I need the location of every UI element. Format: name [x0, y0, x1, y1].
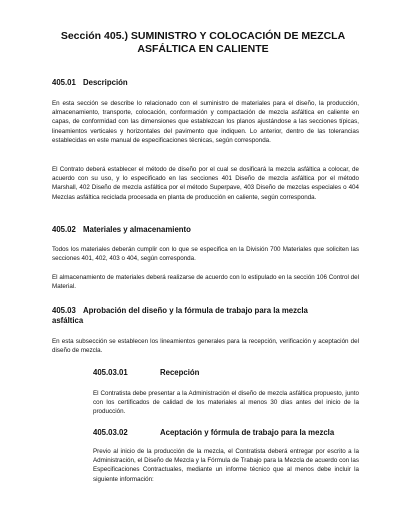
heading-405-03	[52, 306, 308, 326]
heading-number: 405.03	[52, 306, 76, 315]
paragraph-materials-1: Todos los materiales deberán cumplir con lo que se especifica en la División 700 Materiales que soliciten las secciones 401, 402, 403 o 404, según corresponda.	[52, 246, 359, 263]
section-title-line-1: Sección 405.) SUMINISTRO Y COLOCACIÓN DE MEZCLA	[60, 30, 346, 42]
paragraph-acceptance: Previo al inicio de la producción de la mezcla, el Contratista deberá entregar por escrito a la Administración, el Diseño de Mezcla y la Fórmula de Trabajo para la Mezcla de acuerdo con las Especificaciones Contractuales, mediante un informe técnico que al menos debe incluir la siguiente información:	[93, 448, 359, 483]
paragraph-description-2: El Contrato deberá establecer el método de diseño por el cual se dosificará la mezcla asfáltica a colocar, de acuerdo con su uso, y lo especificado en las secciones 401 Diseño de mezcla asfáltica por el método Marshall, 402 Diseño de mezcla asfáltica por el método Superpave, 403 Diseño de mezclas especiales o 404 Mezclas asfáltica reciclada procesada en planta de producción en caliente, según corresponda.	[52, 166, 359, 201]
heading-number: 405.01	[52, 78, 76, 87]
heading-text-line-2: asfáltica	[52, 316, 84, 325]
heading-text: Descripción	[83, 78, 128, 87]
paragraph-materials-2: El almacenamiento de materiales deberá realizarse de acuerdo con lo estipulado en la sección 106 Control del Material.	[52, 274, 359, 291]
heading-number: 405.03.02	[93, 428, 128, 437]
heading-number: 405.03.01	[93, 368, 128, 377]
heading-405-02	[52, 225, 191, 235]
heading-text: Aceptación y fórmula de trabajo para la mezcla	[160, 428, 335, 437]
section-title	[60, 30, 346, 56]
heading-405-01	[52, 78, 128, 88]
paragraph-approval: En esta subsección se establecen los lineamientos generales para la recepción, verificación y aceptación del diseño de mezcla.	[52, 338, 359, 355]
heading-number: 405.02	[52, 225, 76, 234]
paragraph-description-1: En esta sección se describe lo relacionado con el suministro de materiales para el diseño, la producción, almacenamiento, transporte, colocación, conformación y compactación de mezcla asfáltica en caliente en capas, de conformidad con las dimensiones que establezcan los planos ajustándose a las secciones típicas, lineamientos verticales y horizontales del pavimento que indiquen. Lo anterior, dentro de las tolerancias establecidas en este manual de especificaciones técnicas, según corresponda.	[52, 100, 359, 144]
heading-405-03-01	[93, 368, 199, 378]
heading-text: Materiales y almacenamiento	[83, 225, 191, 234]
section-title-line-2: ASFÁLTICA EN CALIENTE	[137, 43, 269, 55]
paragraph-reception: El Contratista debe presentar a la Administración el diseño de mezcla asfáltica propuesto, junto con los certificados de calidad de los materiales al menos 30 días antes del inicio de la producción.	[93, 390, 359, 416]
heading-405-03-02	[93, 428, 334, 438]
heading-text: Recepción	[160, 368, 200, 377]
heading-text-line-1: Aprobación del diseño y la fórmula de trabajo para la mezcla	[83, 306, 308, 315]
